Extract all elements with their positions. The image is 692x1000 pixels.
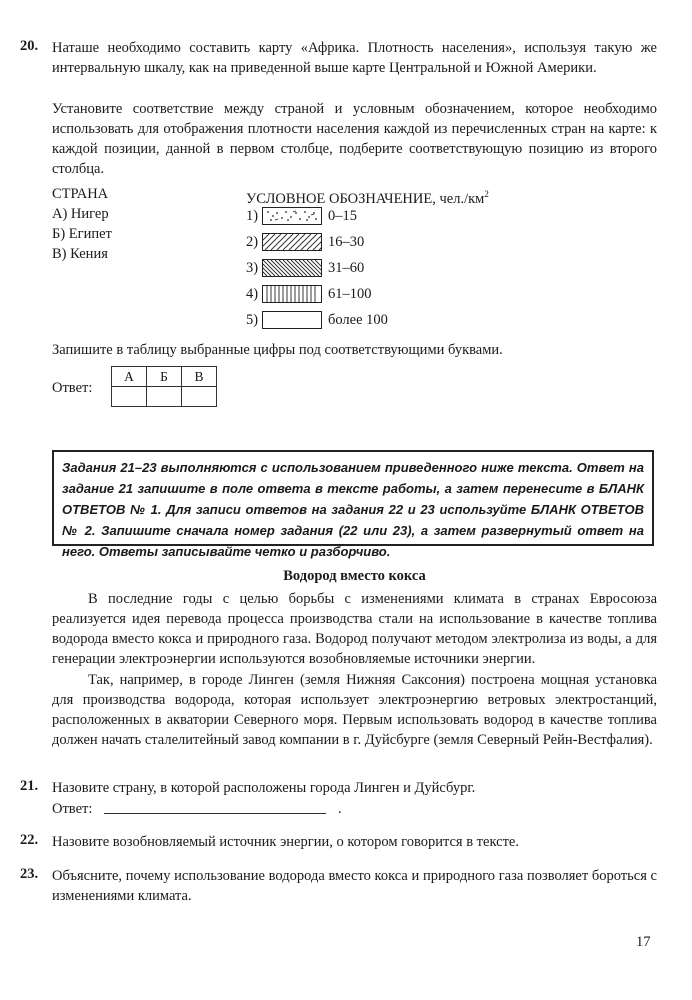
legend-swatch-empty — [262, 311, 322, 329]
legend-label: 61–100 — [328, 286, 372, 302]
legend-number: 3) — [246, 260, 259, 276]
question-21-answer-period: . — [338, 801, 342, 817]
answer-column-header: А — [112, 367, 147, 387]
question-21-answer-label: Ответ: — [52, 801, 93, 817]
legend-number: 4) — [246, 286, 259, 302]
legend-number: 5) — [246, 312, 259, 328]
article-paragraph: В последние годы с целью борьбы с изменениями климата в странах Евросоюза реализуется идея перевода процесса производства стали на использование в качестве топлива водорода вместо кокса и природного газа. Водород получают методом электролиза из воды, а для генерации электроэнергии используются возобновляемые источники энергии. — [52, 591, 657, 667]
article-paragraph: Так, например, в городе Линген (земля Нижняя Саксония) построена мощная установка для производства водорода, которая использует электроэнергию ветровых электростанций, расположенных в акватории Северного моря. Первым использовать водород в качестве топлива должен начать сталелитейный завод компании в г. Дуйсбурге (земля Северный Рейн-Вестфалия). — [52, 672, 657, 748]
question-21-answer-field[interactable] — [104, 797, 326, 814]
question-22-text: Назовите возобновляемый источник энергии, о котором говорится в тексте. — [52, 834, 519, 850]
answer-label: Ответ: — [52, 380, 93, 396]
question-21-number: 21. — [20, 778, 39, 794]
legend-swatch-diagonal-right — [262, 233, 322, 251]
country-item: Б) Египет — [52, 226, 112, 242]
answer-column-header: В — [182, 367, 217, 387]
legend-label: 16–30 — [328, 234, 365, 250]
question-20-intro: Наташе необходимо составить карту «Африка. Плотность населения», используя такую же интервальную шкалу, как на приведенной выше карте Центральной и Южной Америки. — [52, 40, 657, 76]
answer-column-header: Б — [147, 367, 182, 387]
legend-label: более 100 — [328, 312, 388, 328]
question-20-number: 20. — [20, 38, 39, 54]
question-23-text: Объясните, почему использование водорода вместо кокса и природного газа позволяет бороться с изменениями климата. — [52, 868, 657, 904]
legend-label: 0–15 — [328, 208, 357, 224]
question-23-number: 23. — [20, 866, 39, 882]
question-20-task: Установите соответствие между страной и условным обозначением, которое необходимо использовать для отображения плотности населения каждой из перечисленных стран на карте: к каждой позиции, данной в первом столбце, подберите соответствующую позицию из второго столбца. — [52, 101, 657, 177]
country-item: В) Кения — [52, 246, 108, 262]
legend-number: 2) — [246, 234, 259, 250]
legend-swatch-dots — [262, 207, 322, 225]
answer-instruction: Запишите в таблицу выбранные цифры под соответствующими буквами. — [52, 342, 503, 358]
instructions-box: Задания 21–23 выполняются с использованием приведенного ниже текста. Ответ на задание 21 запишите в поле ответа в тексте работы, а затем перенесите в БЛАНК ОТВЕТОВ № 1. Для записи ответов на задания 22 и 23 используйте БЛАНК ОТВЕТОВ № 2. Запишите сначала номер задания (22 или 23), а затем развернутый ответ на него. Ответы записывайте четко и разборчиво. — [52, 450, 654, 546]
answer-table — [111, 366, 217, 407]
country-column-header: СТРАНА — [52, 186, 109, 202]
legend-swatch-vertical — [262, 285, 322, 303]
legend-label: 31–60 — [328, 260, 365, 276]
page-number: 17 — [636, 934, 651, 950]
legend-column-header: УСЛОВНОЕ ОБОЗНАЧЕНИЕ, $чел./км^2$ — [246, 189, 489, 207]
answer-cell-b[interactable] — [147, 387, 182, 407]
legend-swatch-diagonal-left — [262, 259, 322, 277]
question-22-number: 22. — [20, 832, 39, 848]
legend-number: 1) — [246, 208, 259, 224]
question-21-text: Назовите страну, в которой расположены города Линген и Дуйсбург. — [52, 780, 476, 796]
answer-cell-a[interactable] — [112, 387, 147, 407]
article-title: Водород вместо кокса — [283, 568, 426, 584]
country-item: А) Нигер — [52, 206, 109, 222]
answer-cell-c[interactable] — [182, 387, 217, 407]
